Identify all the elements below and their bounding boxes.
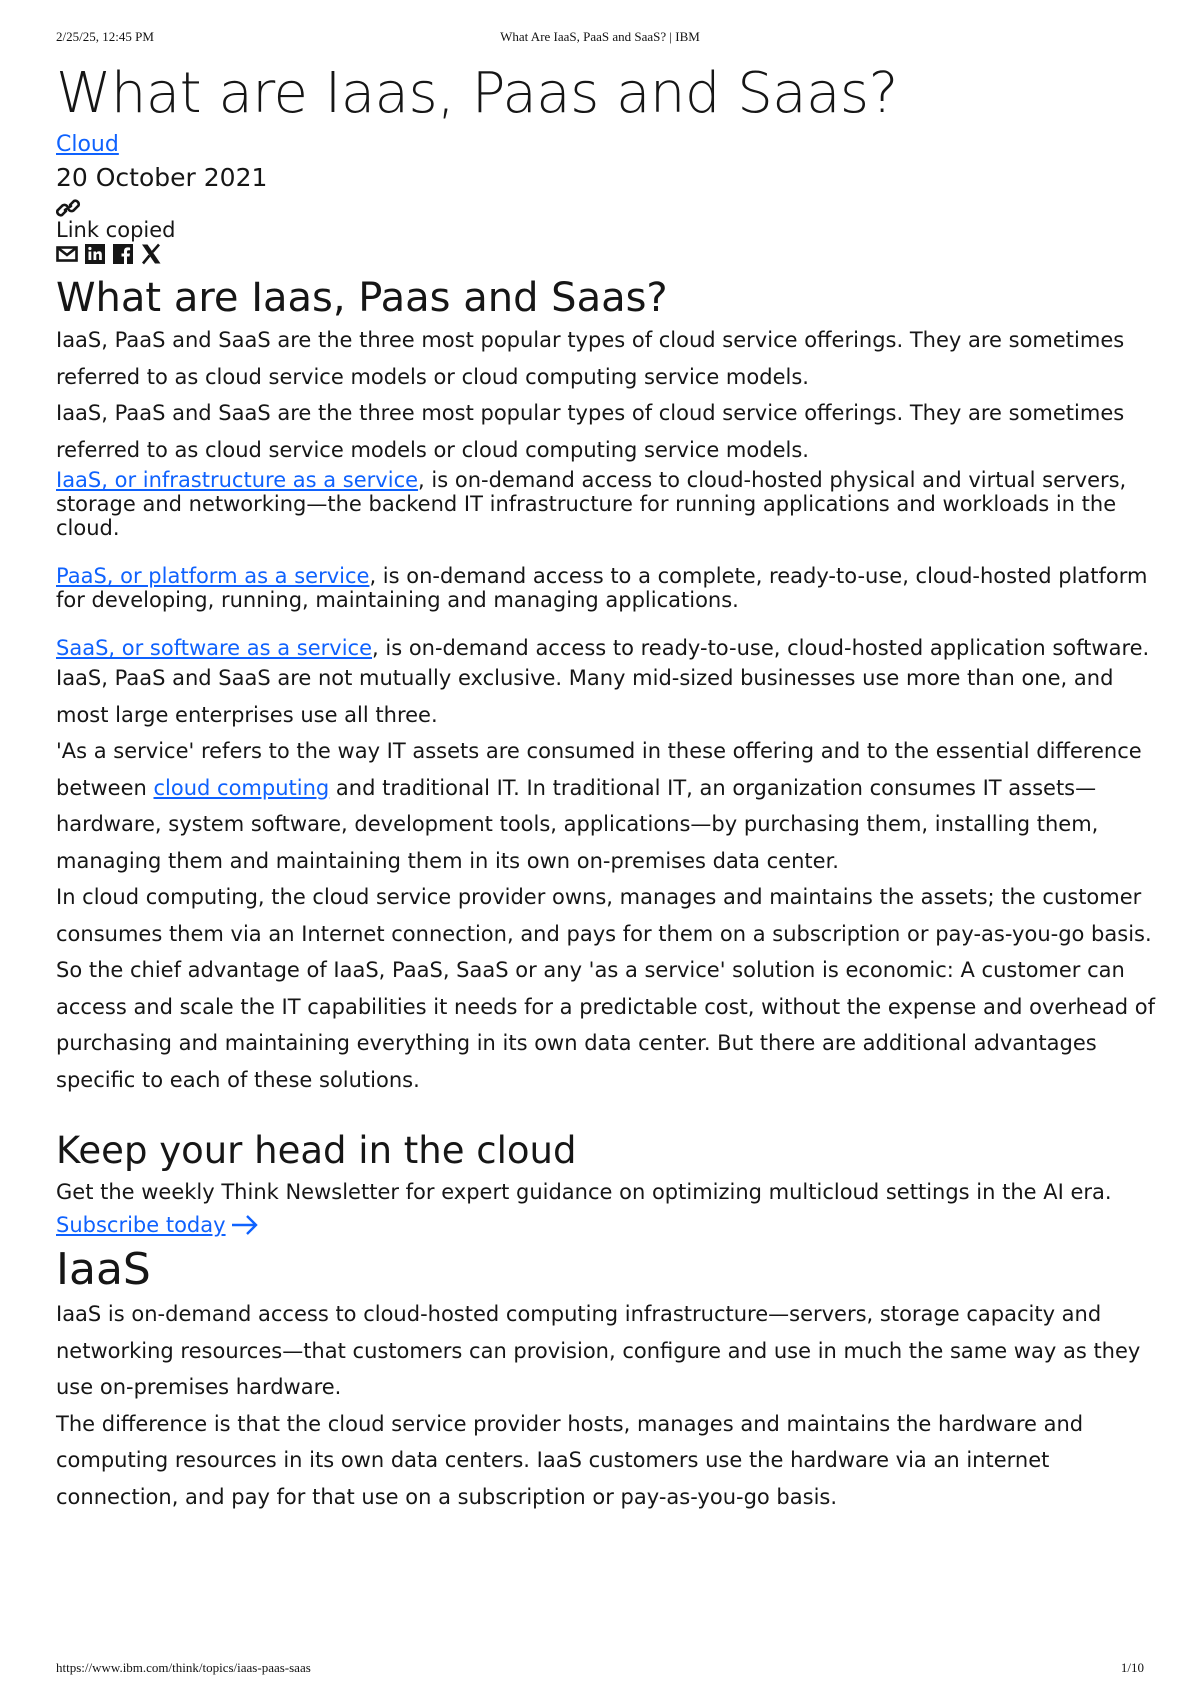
paas-link[interactable]: PaaS, or platform as a service xyxy=(56,564,370,588)
section-heading: What are Iaas, Paas and Saas? xyxy=(56,275,668,321)
iaas-paragraph-2: The difference is that the cloud service provider hosts, manages and maintains the hardware and computing resources in its own data centers. IaaS customers use the hardware via an internet connection, and pay for that use on a subscription or pay-as-you-go basis. xyxy=(56,1411,1084,1509)
list-item xyxy=(56,564,1156,612)
print-footer xyxy=(56,1660,1144,1678)
cloud-computing-paragraph: In cloud computing, the cloud service provider owns, manages and maintains the assets; the customer consumes them via an Internet connection, and pays for them on a subscription or pay-as-you-go basis. xyxy=(56,885,1152,946)
linkedin-icon[interactable] xyxy=(84,243,106,265)
paragraph-text: 'As a service' refers to the way IT assets are consumed in these offering and to the essential difference between xyxy=(56,739,1142,800)
publish-date: 20 October 2021 xyxy=(56,163,268,192)
newsletter-text: Get the weekly Think Newsletter for expert guidance on optimizing multicloud settings in the AI era. xyxy=(56,1180,1112,1204)
exclusive-paragraph: IaaS, PaaS and SaaS are not mutually exclusive. Many mid-sized businesses use more than one, and most large enterprises use all three. xyxy=(56,666,1114,727)
subscribe-link[interactable] xyxy=(56,1210,260,1240)
list-item-text: , is on-demand access to ready-to-use, cloud-hosted application software. xyxy=(372,636,1150,660)
list-item-text: , is on-demand access to cloud-hosted physical and virtual servers, storage and networking—the backend IT infrastructure for running applications and workloads in the cloud. xyxy=(56,468,1127,540)
list-item-text: , is on-demand access to a complete, ready-to-use, cloud-hosted platform for developing, running, maintaining and managing applications. xyxy=(56,564,1148,612)
iaas-heading: IaaS xyxy=(56,1244,151,1295)
category-link[interactable]: Cloud xyxy=(56,132,119,157)
print-header xyxy=(56,29,1144,47)
x-icon[interactable] xyxy=(140,243,162,265)
list-item xyxy=(56,636,1156,660)
share-icons xyxy=(56,242,1156,266)
page-number: 1/10 xyxy=(1120,1660,1144,1675)
arrow-right-icon xyxy=(230,1213,260,1237)
subscribe-label: Subscribe today xyxy=(56,1213,226,1237)
facebook-icon[interactable] xyxy=(112,243,134,265)
advantage-paragraph: So the chief advantage of IaaS, PaaS, SaaS or any 'as a service' solution is economic: A customer can access and scale the IT capabilities it needs for a predictable cost, without the expense and overhead of purchasing and maintaining everything in its own data center. But there are additional advantages specific to each of these solutions. xyxy=(56,958,1155,1092)
as-a-service-paragraph xyxy=(56,733,1156,879)
copy-link-icon[interactable] xyxy=(56,198,82,218)
page-title: What are Iaas, Paas and Saas? xyxy=(56,61,898,126)
print-url: https://www.ibm.com/think/topics/iaas-paas-saas xyxy=(56,1660,311,1675)
list-item xyxy=(56,468,1156,540)
saas-link[interactable]: SaaS, or software as a service xyxy=(56,636,373,660)
newsletter-heading: Keep your head in the cloud xyxy=(56,1129,577,1172)
intro-paragraph-2: IaaS, PaaS and SaaS are the three most popular types of cloud service offerings. They are sometimes referred to as cloud service models or cloud computing service models. xyxy=(56,401,1125,462)
service-list xyxy=(56,468,1156,660)
iaas-paragraph-1: IaaS is on-demand access to cloud-hosted computing infrastructure—servers, storage capacity and networking resources—that customers can provision, configure and use in much the same way as they use on-premises hardware. xyxy=(56,1302,1141,1399)
paragraph-text: and traditional IT. In traditional IT, an organization consumes IT assets—hardware, system software, development tools, applications—by purchasing them, installing them, managing them and maintaining them in its own on-premises data center. xyxy=(56,775,1099,873)
iaas-link[interactable]: IaaS, or infrastructure as a service xyxy=(56,468,419,492)
article xyxy=(56,58,1156,1515)
cloud-computing-link[interactable]: cloud computing xyxy=(153,775,330,800)
print-datetime: 2/25/25, 12:45 PM xyxy=(56,29,154,44)
print-doc-title: What Are IaaS, PaaS and SaaS? | IBM xyxy=(500,29,700,44)
link-copied-text: Link copied xyxy=(56,218,176,242)
mail-icon[interactable] xyxy=(56,243,78,265)
intro-paragraph-1: IaaS, PaaS and SaaS are the three most popular types of cloud service offerings. They are sometimes referred to as cloud service models or cloud computing service models. xyxy=(56,328,1125,389)
